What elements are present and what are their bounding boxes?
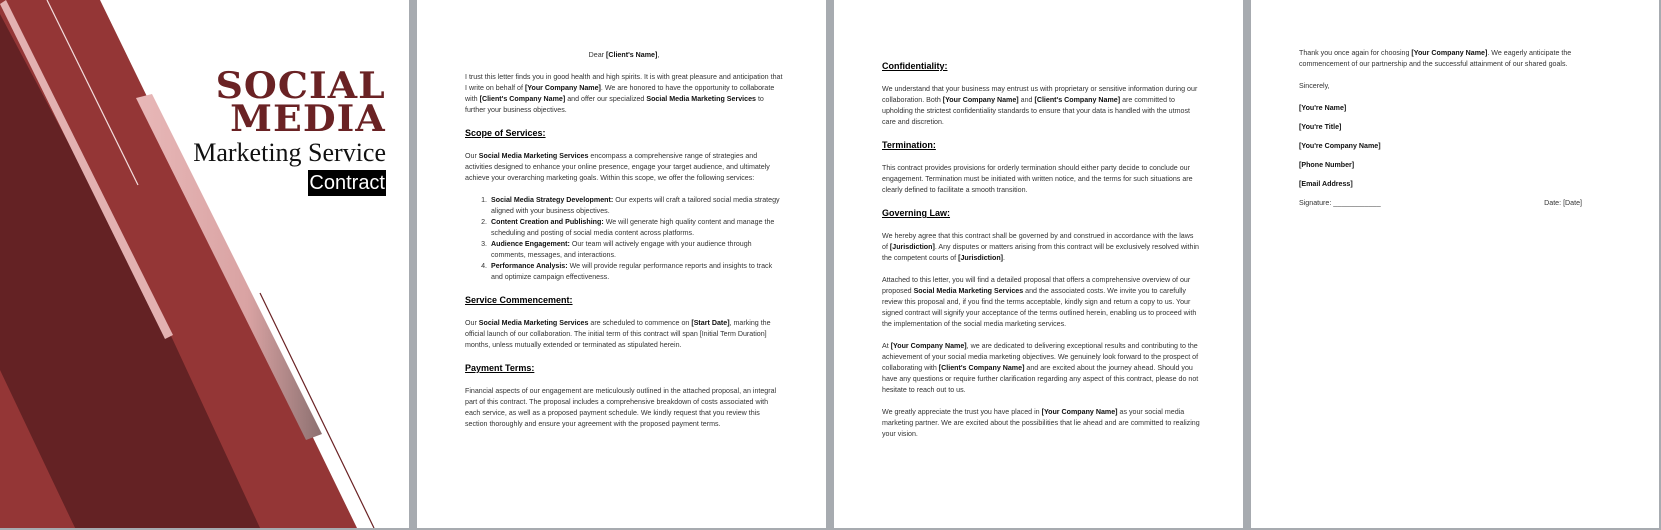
service-item: 2. Content Creation and Publishing: We will generate high quality content and manage the scheduling and posting of social media content across platforms. [489, 217, 783, 239]
sender-phone: [Phone Number] [1299, 161, 1355, 169]
appreciate-paragraph: We greatly appreciate the trust you have placed in [Your Company Name] as your social media marketing partner. We are excited about the possibilities that lie ahead and are committed to realizing your vision. [882, 408, 1200, 438]
termination-heading: Termination: [882, 140, 936, 150]
salutation: Dear [Client's Name], [588, 51, 660, 59]
governing-law-heading: Governing Law: [882, 208, 951, 218]
service-item: 1. Social Media Strategy Development: Our experts will craft a tailored social media strategy aligned with your business objectives. [489, 195, 783, 217]
service-item: 4. Performance Analysis: We will provide regular performance reports and insights to track and optimize campaign effectiveness. [489, 261, 783, 283]
payment-heading: Payment Terms: [465, 363, 535, 373]
payment-paragraph: Financial aspects of our engagement are meticulously outlined in the attached proposal, an integral part of this contract. The proposal includes a comprehensive breakdown of costs associated with each service, as well as a proposed payment schedule. We kindly request that you review this section thoroughly and ensure your agreement with the proposed payment terms. [465, 387, 777, 428]
commencement-heading: Service Commencement: [465, 295, 573, 305]
cover-contract-label: Contract [309, 172, 385, 194]
intro-paragraph: I trust this letter finds you in good health and high spirits. It is with great pleasure and anticipation that I write on behalf of [Your Company Name]. We are honored to have the opportunity to collaborate with [Client's Company Name] and offer our specialized Social Media Marketing Services to further your business objectives. [465, 73, 783, 114]
termination-paragraph: This contract provides provisions for orderly termination should either party decide to conclude our engagement. Termination must be initiated with written notice, and the terms for such situations are clearly defined to facilitate a smooth transition. [882, 164, 1193, 194]
page-4 [1251, 0, 1659, 528]
page-2-body [465, 50, 783, 441]
signature-row [1299, 198, 1582, 209]
signature-field: Signature: ____________ [1299, 199, 1381, 207]
cover-subtitle: Marketing Service [193, 138, 386, 167]
page-4-body [1299, 48, 1582, 209]
scope-heading: Scope of Services: [465, 128, 546, 138]
page-2 [417, 0, 826, 528]
thanks-paragraph: Thank you once again for choosing [Your Company Name]. We eagerly anticipate the commencement of our partnership and the successful attainment of our shared goals. [1299, 49, 1572, 68]
page-3 [834, 0, 1243, 528]
services-list [465, 195, 783, 283]
service-item: 3. Audience Engagement: Our team will actively engage with your audience through comments, messages, and interactions. [489, 239, 783, 261]
cover-title-media: MEDIA [230, 98, 386, 140]
confidentiality-heading: Confidentiality: [882, 61, 948, 71]
governing-law-paragraph: We hereby agree that this contract shall be governed by and construed in accordance with the laws of [Jurisdiction]. Any disputes or matters arising from this contract will be exclusively resolved within the competent courts of [Jurisdiction]. [882, 232, 1199, 262]
commencement-paragraph: Our Social Media Marketing Services are scheduled to commence on [Start Date], marking the official launch of our collaboration. The initial term of this contract will span [Initial Term Duration] months, unless mutually extended or terminated as stipulated herein. [465, 319, 771, 349]
confidentiality-paragraph: We understand that your business may entrust us with proprietary or sensitive information during our collaboration. Both [Your Company Name] and [Client's Company Name] are committed to upholding the strictest confidentiality standards to ensure that your data is handled with the utmost care and discretion. [882, 85, 1198, 126]
attached-paragraph: Attached to this letter, you will find a detailed proposal that offers a comprehensive overview of our proposed Social Media Marketing Services and the associated costs. We invite you to carefully review this proposal and, if you find the terms acceptable, kindly sign and return a copy to us. Your signed contract will signify your acceptance of the terms outlined herein, enabling us to proceed with the implementation of the social media marketing services. [882, 276, 1197, 328]
sender-email: [Email Address] [1299, 180, 1353, 188]
dedicated-paragraph: At [Your Company Name], we are dedicated to delivering exceptional results and contributing to the achievement of your social media marketing objectives. We genuinely look forward to the prospect of collaborating with [Client's Company Name] and are excited about the journey ahead. Should you have any questions or require further clarification regarding any aspect of this contract, please do not hesitate to reach out to us. [882, 342, 1199, 394]
scope-paragraph: Our Social Media Marketing Services encompass a comprehensive range of strategies and activities designed to enhance your online presence, engage your target audience, and ultimately achieve your overarching marketing goals. Within this scope, we offer the following services: [465, 152, 770, 182]
cover-title-social: SOCIAL [215, 65, 386, 107]
date-field: Date: [Date] [1544, 199, 1582, 207]
sender-company: [You're Company Name] [1299, 142, 1381, 150]
cover-page [0, 0, 409, 528]
sender-title: [You're Title] [1299, 123, 1342, 131]
page-3-body [882, 60, 1200, 451]
closing: Sincerely, [1299, 82, 1330, 90]
cover-title-block [193, 65, 386, 196]
sender-name: [You're Name] [1299, 104, 1347, 112]
